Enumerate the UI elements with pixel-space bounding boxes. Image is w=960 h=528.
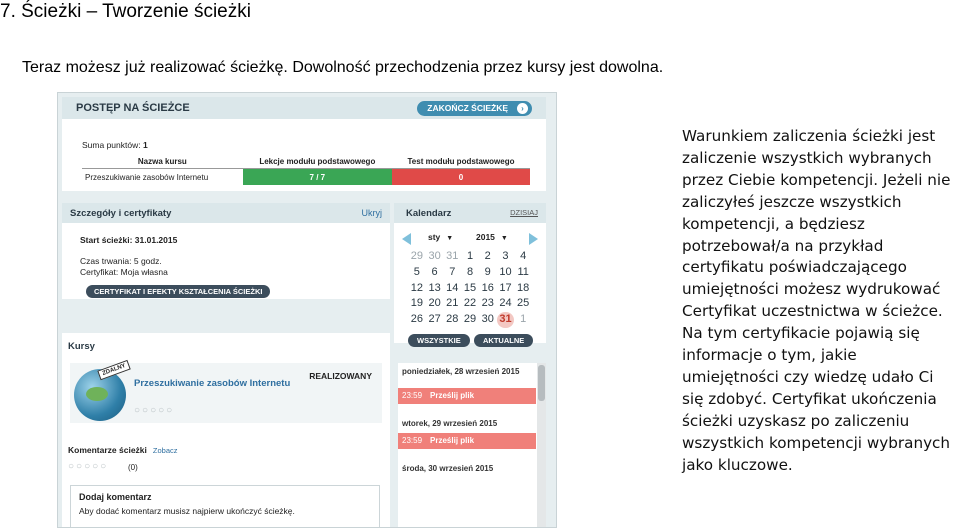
calendar-day[interactable]: 4 xyxy=(520,250,527,262)
finish-path-button[interactable] xyxy=(417,101,532,116)
comments-header xyxy=(68,445,178,455)
calendar-day[interactable]: 27 xyxy=(428,313,441,326)
dropdown-caret-icon: ▼ xyxy=(500,235,508,242)
side-description: Warunkiem zaliczenia ścieżki jest zaliczenie wszystkich wybranych przez Ciebie kompetencji. Jeżeli nie zaliczyłeś jeszcze wszystkich kompetencji, a będziesz potrzebował/a na przykład certyfikatu poświadczającego umiejętności możesz wydrukować Certyfikat uczestnictwa w ścieżce. Na tym certyfikacie pojawią się informacje o tym, jakie umiejętności czy wiedzę udało Ci się zdobyć. Certyfikat ukończenia ścieżki uzyskasz po zaliczeniu wszystkich kompetencji wybranych jako kluczowe. xyxy=(682,127,951,474)
column-header: Nazwa kursu xyxy=(82,155,243,169)
progress-table xyxy=(82,155,530,185)
course-cell: Przeszukiwanie zasobów Internetu xyxy=(85,172,209,182)
calendar-day[interactable]: 30 xyxy=(481,313,494,326)
prev-month-icon[interactable] xyxy=(402,233,411,245)
calendar-day[interactable]: 28 xyxy=(446,313,459,326)
calendar-day[interactable]: 24 xyxy=(499,297,512,310)
event-date: środa, 30 wrzesień 2015 xyxy=(402,464,494,473)
calendar-day[interactable]: 1 xyxy=(466,250,474,262)
calendar-day[interactable]: 20 xyxy=(428,297,441,310)
events-list xyxy=(398,363,546,528)
calendar-day[interactable]: 6 xyxy=(431,265,438,278)
today-link[interactable]: DZISIAJ xyxy=(510,208,538,217)
calendar-panel xyxy=(394,203,546,343)
details-panel xyxy=(62,203,390,299)
progress-panel xyxy=(62,97,546,191)
column-header: Lekcje modułu podstawowego xyxy=(243,155,392,169)
duration: Czas trwania: 5 godz. xyxy=(80,256,162,266)
chevron-right-icon: › xyxy=(517,103,528,114)
event-date: wtorek, 29 wrzesień 2015 xyxy=(402,419,498,428)
calendar-day[interactable]: 29 xyxy=(463,313,477,326)
calendar-day[interactable]: 2 xyxy=(484,250,491,262)
calendar-day[interactable]: 11 xyxy=(517,265,529,278)
course-link[interactable]: Przeszukiwanie zasobów Internetu xyxy=(134,378,291,389)
event-label: Prześlij plik xyxy=(430,436,475,445)
course-status: REALIZOWANY xyxy=(309,371,372,381)
hide-link[interactable]: Ukryj xyxy=(361,208,382,218)
courses-title: Kursy xyxy=(68,341,95,352)
certificate-button[interactable]: CERTYFIKAT I EFEKTY KSZTAŁCENIA ŚCIEŻKI xyxy=(86,285,270,298)
calendar-header xyxy=(394,203,546,223)
comments-title: Komentarze ścieżki xyxy=(68,445,147,455)
filter-all-button[interactable]: WSZYSTKIE xyxy=(408,334,470,347)
calendar-day[interactable]: 9 xyxy=(484,265,491,278)
event-time: 23:59 xyxy=(402,436,423,445)
table-row xyxy=(82,169,530,186)
calendar-day[interactable]: 12 xyxy=(410,281,423,294)
scrollbar-thumb[interactable] xyxy=(538,365,545,401)
dropdown-caret-icon: ▼ xyxy=(446,235,454,242)
event-time: 23:59 xyxy=(402,391,423,400)
calendar-week xyxy=(408,312,532,328)
calendar-day[interactable]: 29 xyxy=(410,250,423,262)
certificate-type: Certyfikat: Moja własna xyxy=(80,267,168,277)
events-scrollbar[interactable] xyxy=(537,363,546,528)
year-value: 2015 xyxy=(476,232,495,242)
calendar-day[interactable]: 31 xyxy=(446,250,459,262)
comments-link[interactable]: Zobacz xyxy=(152,446,178,455)
calendar-day-selected[interactable]: 31 xyxy=(497,312,515,328)
event-item[interactable] xyxy=(398,388,536,404)
calendar-day[interactable]: 7 xyxy=(449,265,456,278)
test-cell: 0 xyxy=(392,169,530,186)
calendar-day[interactable]: 18 xyxy=(517,281,530,294)
globe-land xyxy=(86,387,108,401)
calendar-day[interactable]: 14 xyxy=(446,281,459,294)
comments-count: (0) xyxy=(128,463,138,472)
calendar-day[interactable]: 1 xyxy=(520,313,527,326)
slide-intro: Teraz możesz już realizować ścieżkę. Dowolność przechodzenia przez kursy jest dowolna. xyxy=(22,59,664,76)
calendar-title: Kalendarz xyxy=(406,208,452,219)
add-comment-box xyxy=(70,485,380,528)
month-value: sty xyxy=(428,232,441,242)
calendar-day[interactable]: 17 xyxy=(499,281,512,294)
event-label: Prześlij plik xyxy=(430,391,475,400)
calendar-day[interactable]: 16 xyxy=(481,281,494,294)
add-comment-text: Aby dodać komentarz musisz najpierw ukończyć ścieżkę. xyxy=(79,506,295,516)
calendar-day[interactable]: 22 xyxy=(463,297,477,310)
points-label: Suma punktów: xyxy=(82,140,141,150)
slide-title: 7. Ścieżki – Tworzenie ścieżki xyxy=(0,1,251,22)
course-rating-stars-icon: ○○○○○ xyxy=(134,405,175,416)
remote-badge: ZDALNY xyxy=(97,360,131,380)
calendar-day[interactable]: 8 xyxy=(466,265,474,278)
points-value: 1 xyxy=(142,140,148,150)
event-item[interactable] xyxy=(398,433,536,449)
calendar-day[interactable]: 5 xyxy=(413,265,420,278)
points-summary xyxy=(82,140,148,150)
calendar-day[interactable]: 30 xyxy=(428,250,441,262)
details-header xyxy=(62,203,390,223)
calendar-week xyxy=(408,296,532,312)
month-select[interactable] xyxy=(428,232,453,242)
calendar-week xyxy=(408,281,532,297)
calendar-day[interactable]: 21 xyxy=(446,297,459,310)
start-date: Start ścieżki: 31.01.2015 xyxy=(80,235,178,245)
calendar-day[interactable]: 15 xyxy=(463,281,477,294)
course-card[interactable] xyxy=(70,363,382,423)
calendar-day[interactable]: 10 xyxy=(499,265,512,278)
next-month-icon[interactable] xyxy=(529,233,538,245)
progress-header xyxy=(62,97,546,119)
calendar-week xyxy=(408,249,532,265)
event-date: poniedziałek, 28 wrzesień 2015 xyxy=(402,367,520,376)
calendar-day[interactable]: 13 xyxy=(428,281,441,294)
year-select[interactable] xyxy=(476,232,508,242)
finish-path-label: ZAKOŃCZ ŚCIEŻKĘ xyxy=(427,103,508,113)
progress-title: POSTĘP NA ŚCIEŻCE xyxy=(76,102,190,114)
details-title: Szczegóły i certyfikaty xyxy=(70,208,172,219)
column-header: Test modułu podstawowego xyxy=(392,155,530,169)
calendar-day[interactable]: 19 xyxy=(410,297,423,310)
calendar-day[interactable]: 3 xyxy=(502,250,509,262)
filter-current-button[interactable]: AKTUALNE xyxy=(474,334,533,347)
calendar-week xyxy=(408,265,532,281)
app-screenshot xyxy=(57,92,557,528)
calendar-grid xyxy=(408,249,532,328)
comments-rating-stars-icon: ○○○○○ xyxy=(68,461,109,472)
courses-panel xyxy=(62,333,390,528)
lessons-cell: 7 / 7 xyxy=(243,169,392,186)
calendar-day[interactable]: 25 xyxy=(517,297,530,310)
add-comment-title: Dodaj komentarz xyxy=(79,492,152,502)
calendar-day[interactable]: 26 xyxy=(410,313,423,326)
calendar-day[interactable]: 23 xyxy=(481,297,494,310)
